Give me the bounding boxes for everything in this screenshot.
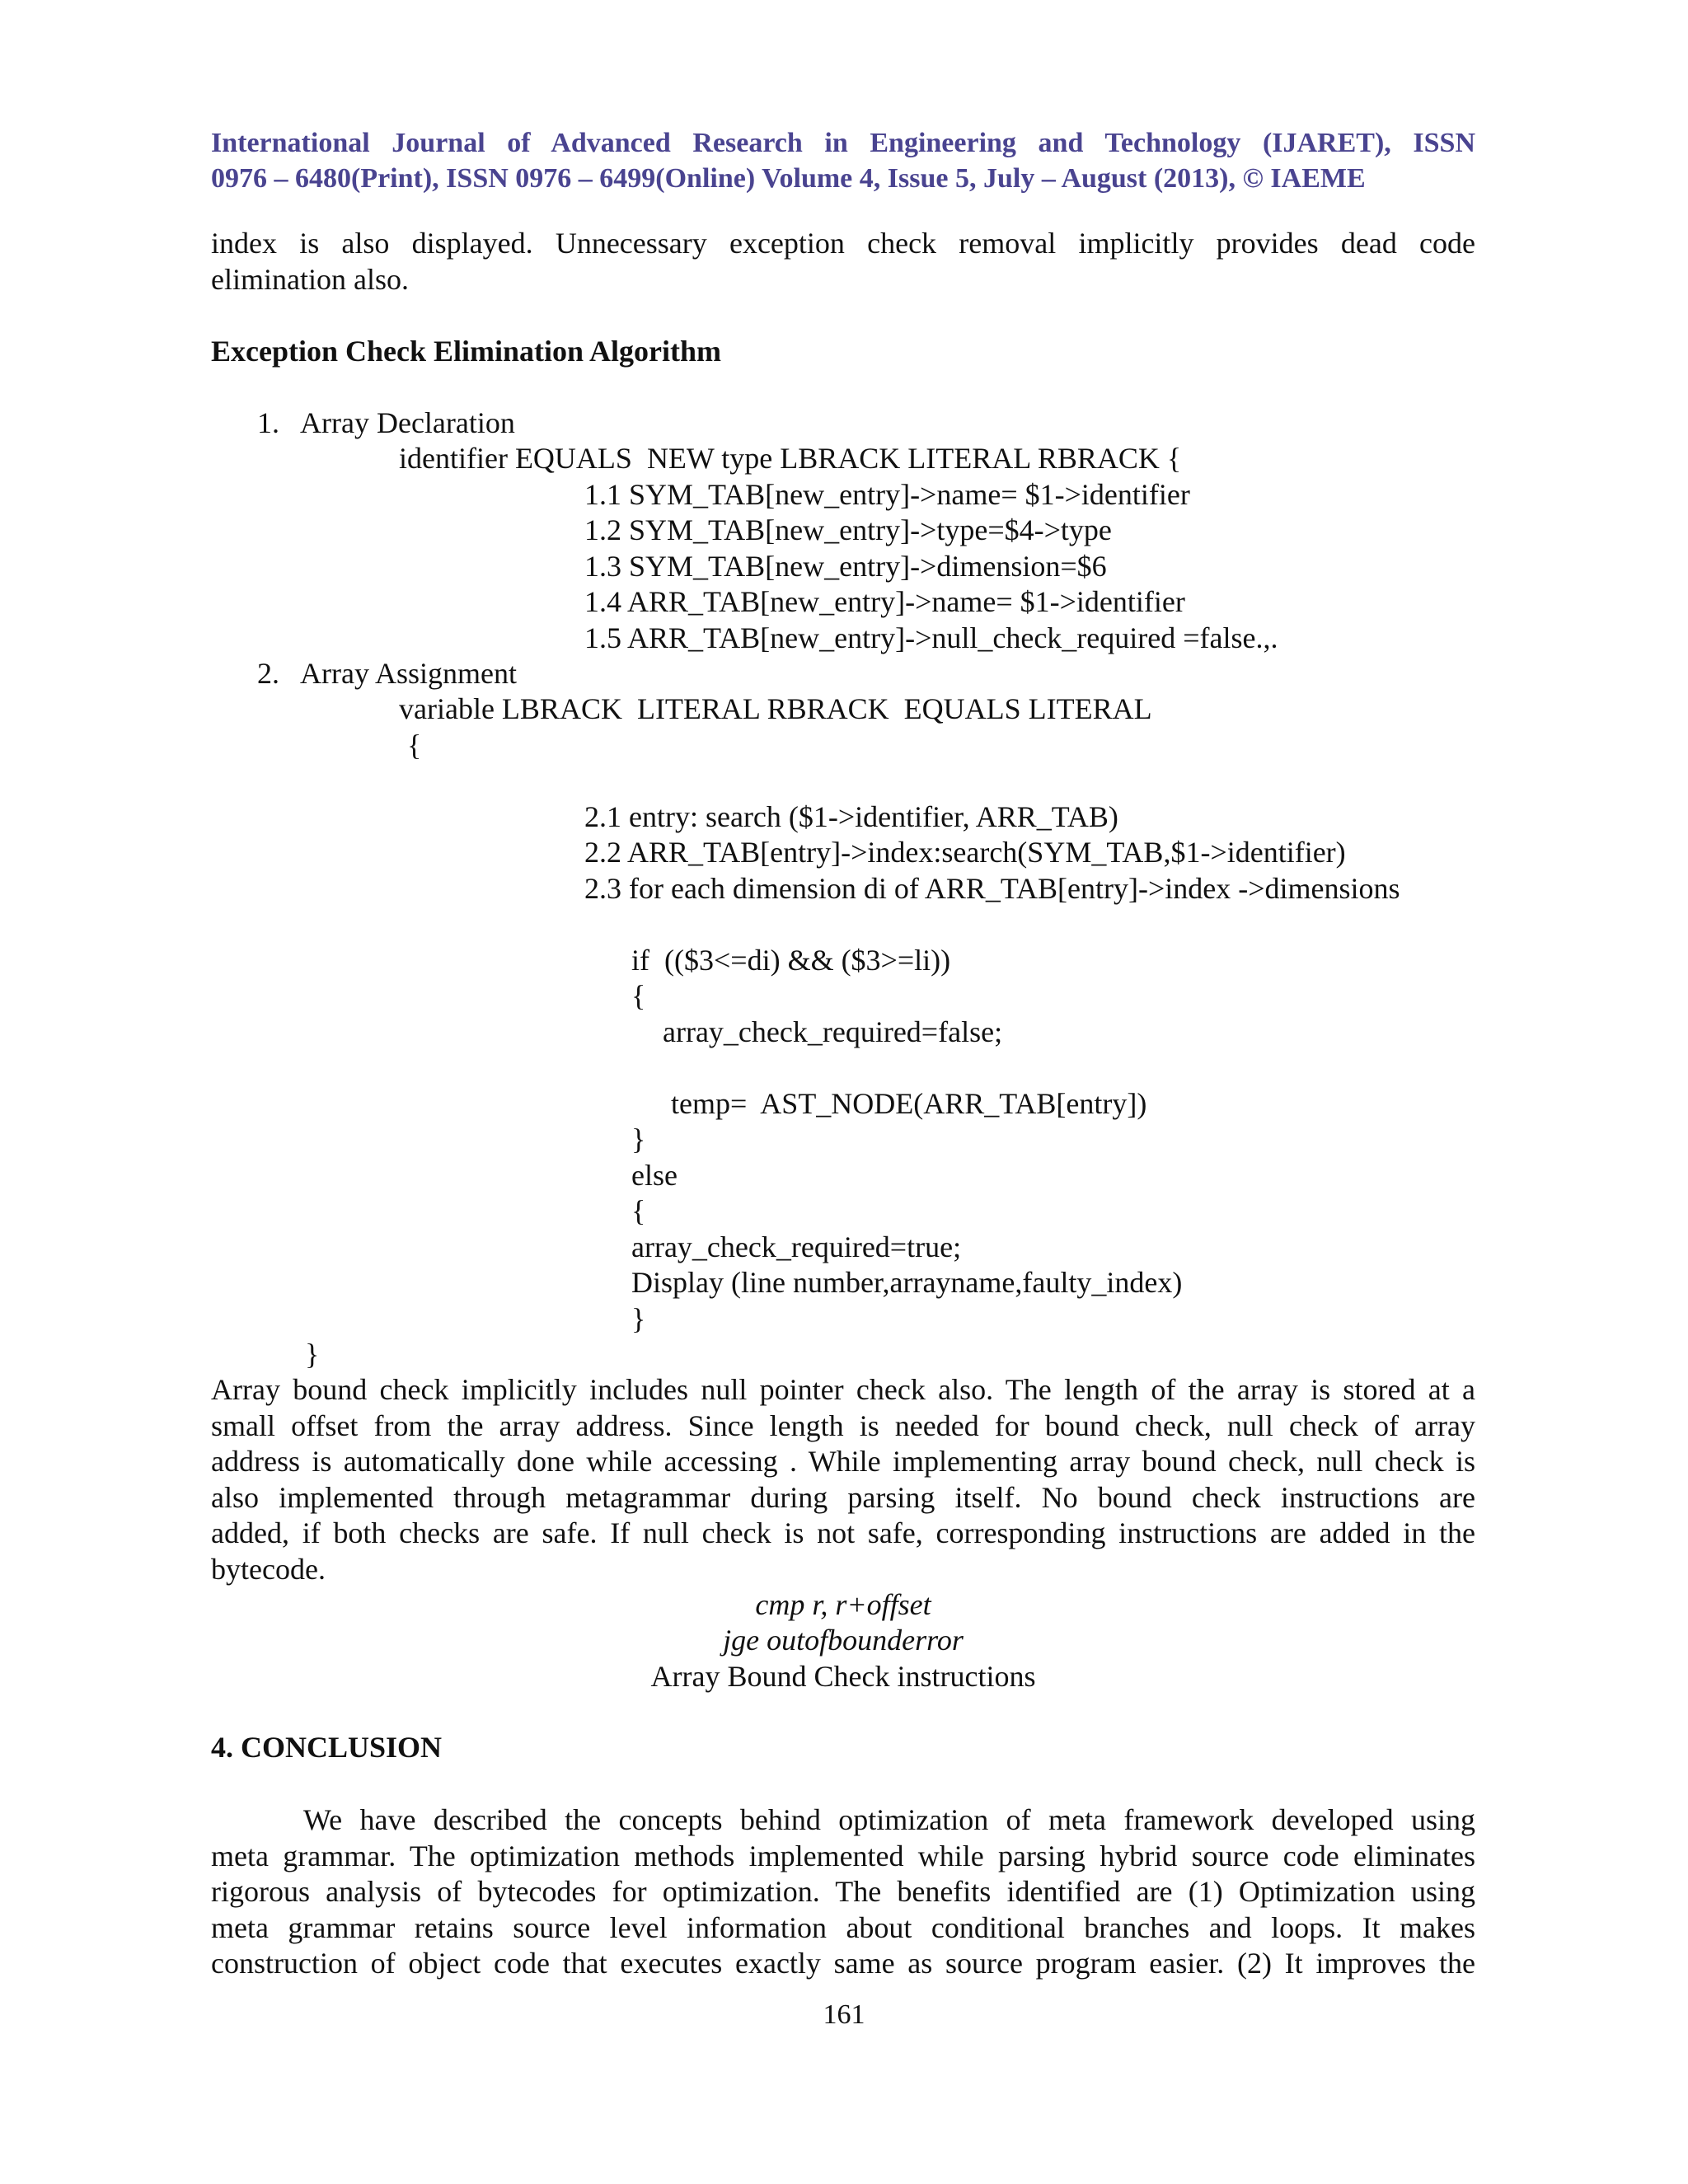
intro-line-2: elimination also. [211,262,409,296]
code-open-brace-2: { [631,1194,646,1227]
algorithm-step-2-3: 2.3 for each dimension di of ARR_TAB[entry]->index ->dimensions [584,872,1400,905]
bound-check-line-1: Array bound check implicitly includes null pointer check also. The length of the array is stored at a [211,1373,1475,1406]
conclusion-line-3: rigorous analysis of bytecodes for optimization. The benefits identified are (1) Optimization using [211,1875,1475,1908]
bound-check-line-6: bytecode. [211,1552,326,1586]
instruction-cmp: cmp r, r+offset [755,1588,931,1621]
algorithm-item-2-rule: variable LBRACK LITERAL RBRACK EQUALS LITERAL [399,692,1152,725]
algorithm-item-1-rule: identifier EQUALS NEW type LBRACK LITERAL RBRACK { [399,442,1182,475]
algorithm-step-1-3: 1.3 SYM_TAB[new_entry]->dimension=$6 [584,550,1107,583]
code-else: else [631,1159,678,1192]
algorithm-step-1-5: 1.5 ARR_TAB[new_entry]->null_check_required =false.,. [584,621,1278,654]
algorithm-step-1-1: 1.1 SYM_TAB[new_entry]->name= $1->identifier [584,478,1190,511]
journal-header-line-1: International Journal of Advanced Research in Engineering and Technology (IJARET), ISSN [211,128,1475,158]
algorithm-step-2-1: 2.1 entry: search ($1->identifier, ARR_TAB) [584,800,1118,833]
bound-check-line-2: small offset from the array address. Since length is needed for bound check, null check of array [211,1408,1475,1442]
bound-check-line-3: address is automatically done while accessing . While implementing array bound check, null check is [211,1445,1475,1478]
conclusion-line-2: meta grammar. The optimization methods implemented while parsing hybrid source code eliminates [211,1839,1475,1872]
bound-check-line-4: also implemented through metagrammar during parsing itself. No bound check instructions are [211,1480,1475,1514]
code-close-outer-brace: } [305,1338,320,1371]
algorithm-heading: Exception Check Elimination Algorithm [211,335,722,368]
algorithm-step-1-4: 1.4 ARR_TAB[new_entry]->name= $1->identifier [584,585,1185,618]
page-number: 161 [823,1999,865,2030]
conclusion-line-5: construction of object code that executes exactly same as source program easier. (2) It improves the [211,1947,1475,1980]
conclusion-paragraph [211,1802,1475,1982]
code-open-brace-1: { [631,979,646,1012]
conclusion-line-4: meta grammar retains source level information about conditional branches and loops. It makes [211,1910,1475,1944]
conclusion-line-1: We have described the concepts behind optimization of meta framework developed using [303,1803,1475,1836]
conclusion-heading: 4. CONCLUSION [211,1731,443,1764]
algorithm-item-2-open-brace: { [407,729,422,762]
instruction-jge: jge outofbounderror [723,1624,964,1657]
journal-header-line-2: 0976 – 6480(Print), ISSN 0976 – 6499(Online) Volume 4, Issue 5, July – August (2013), © IAEME [211,163,1366,194]
bound-check-paragraph [211,1372,1475,1587]
bound-check-line-5: added, if both checks are safe. If null check is not safe, corresponding instructions are added in the [211,1516,1475,1549]
code-if-line: if (($3<=di) && ($3>=li)) [631,944,951,977]
algorithm-item-2-label: 2. Array Assignment [257,657,517,690]
code-check-true: array_check_required=true; [631,1230,962,1263]
code-temp-line: temp= AST_NODE(ARR_TAB[entry]) [671,1087,1147,1120]
code-display-line: Display (line number,arrayname,faulty_index) [631,1266,1183,1299]
journal-header [211,125,1475,196]
intro-paragraph [211,226,1475,298]
algorithm-step-1-2: 1.2 SYM_TAB[new_entry]->type=$4->type [584,513,1112,546]
code-check-false: array_check_required=false; [663,1015,1003,1048]
intro-line-1: index is also displayed. Unnecessary exception check removal implicitly provides dead code [211,227,1475,260]
code-close-brace-2: } [631,1302,646,1335]
instructions-caption: Array Bound Check instructions [650,1660,1036,1693]
algorithm-step-2-2: 2.2 ARR_TAB[entry]->index:search(SYM_TAB,$1->identifier) [584,836,1346,869]
algorithm-item-1-label: 1. Array Declaration [257,406,515,439]
code-close-brace-1: } [631,1122,646,1155]
